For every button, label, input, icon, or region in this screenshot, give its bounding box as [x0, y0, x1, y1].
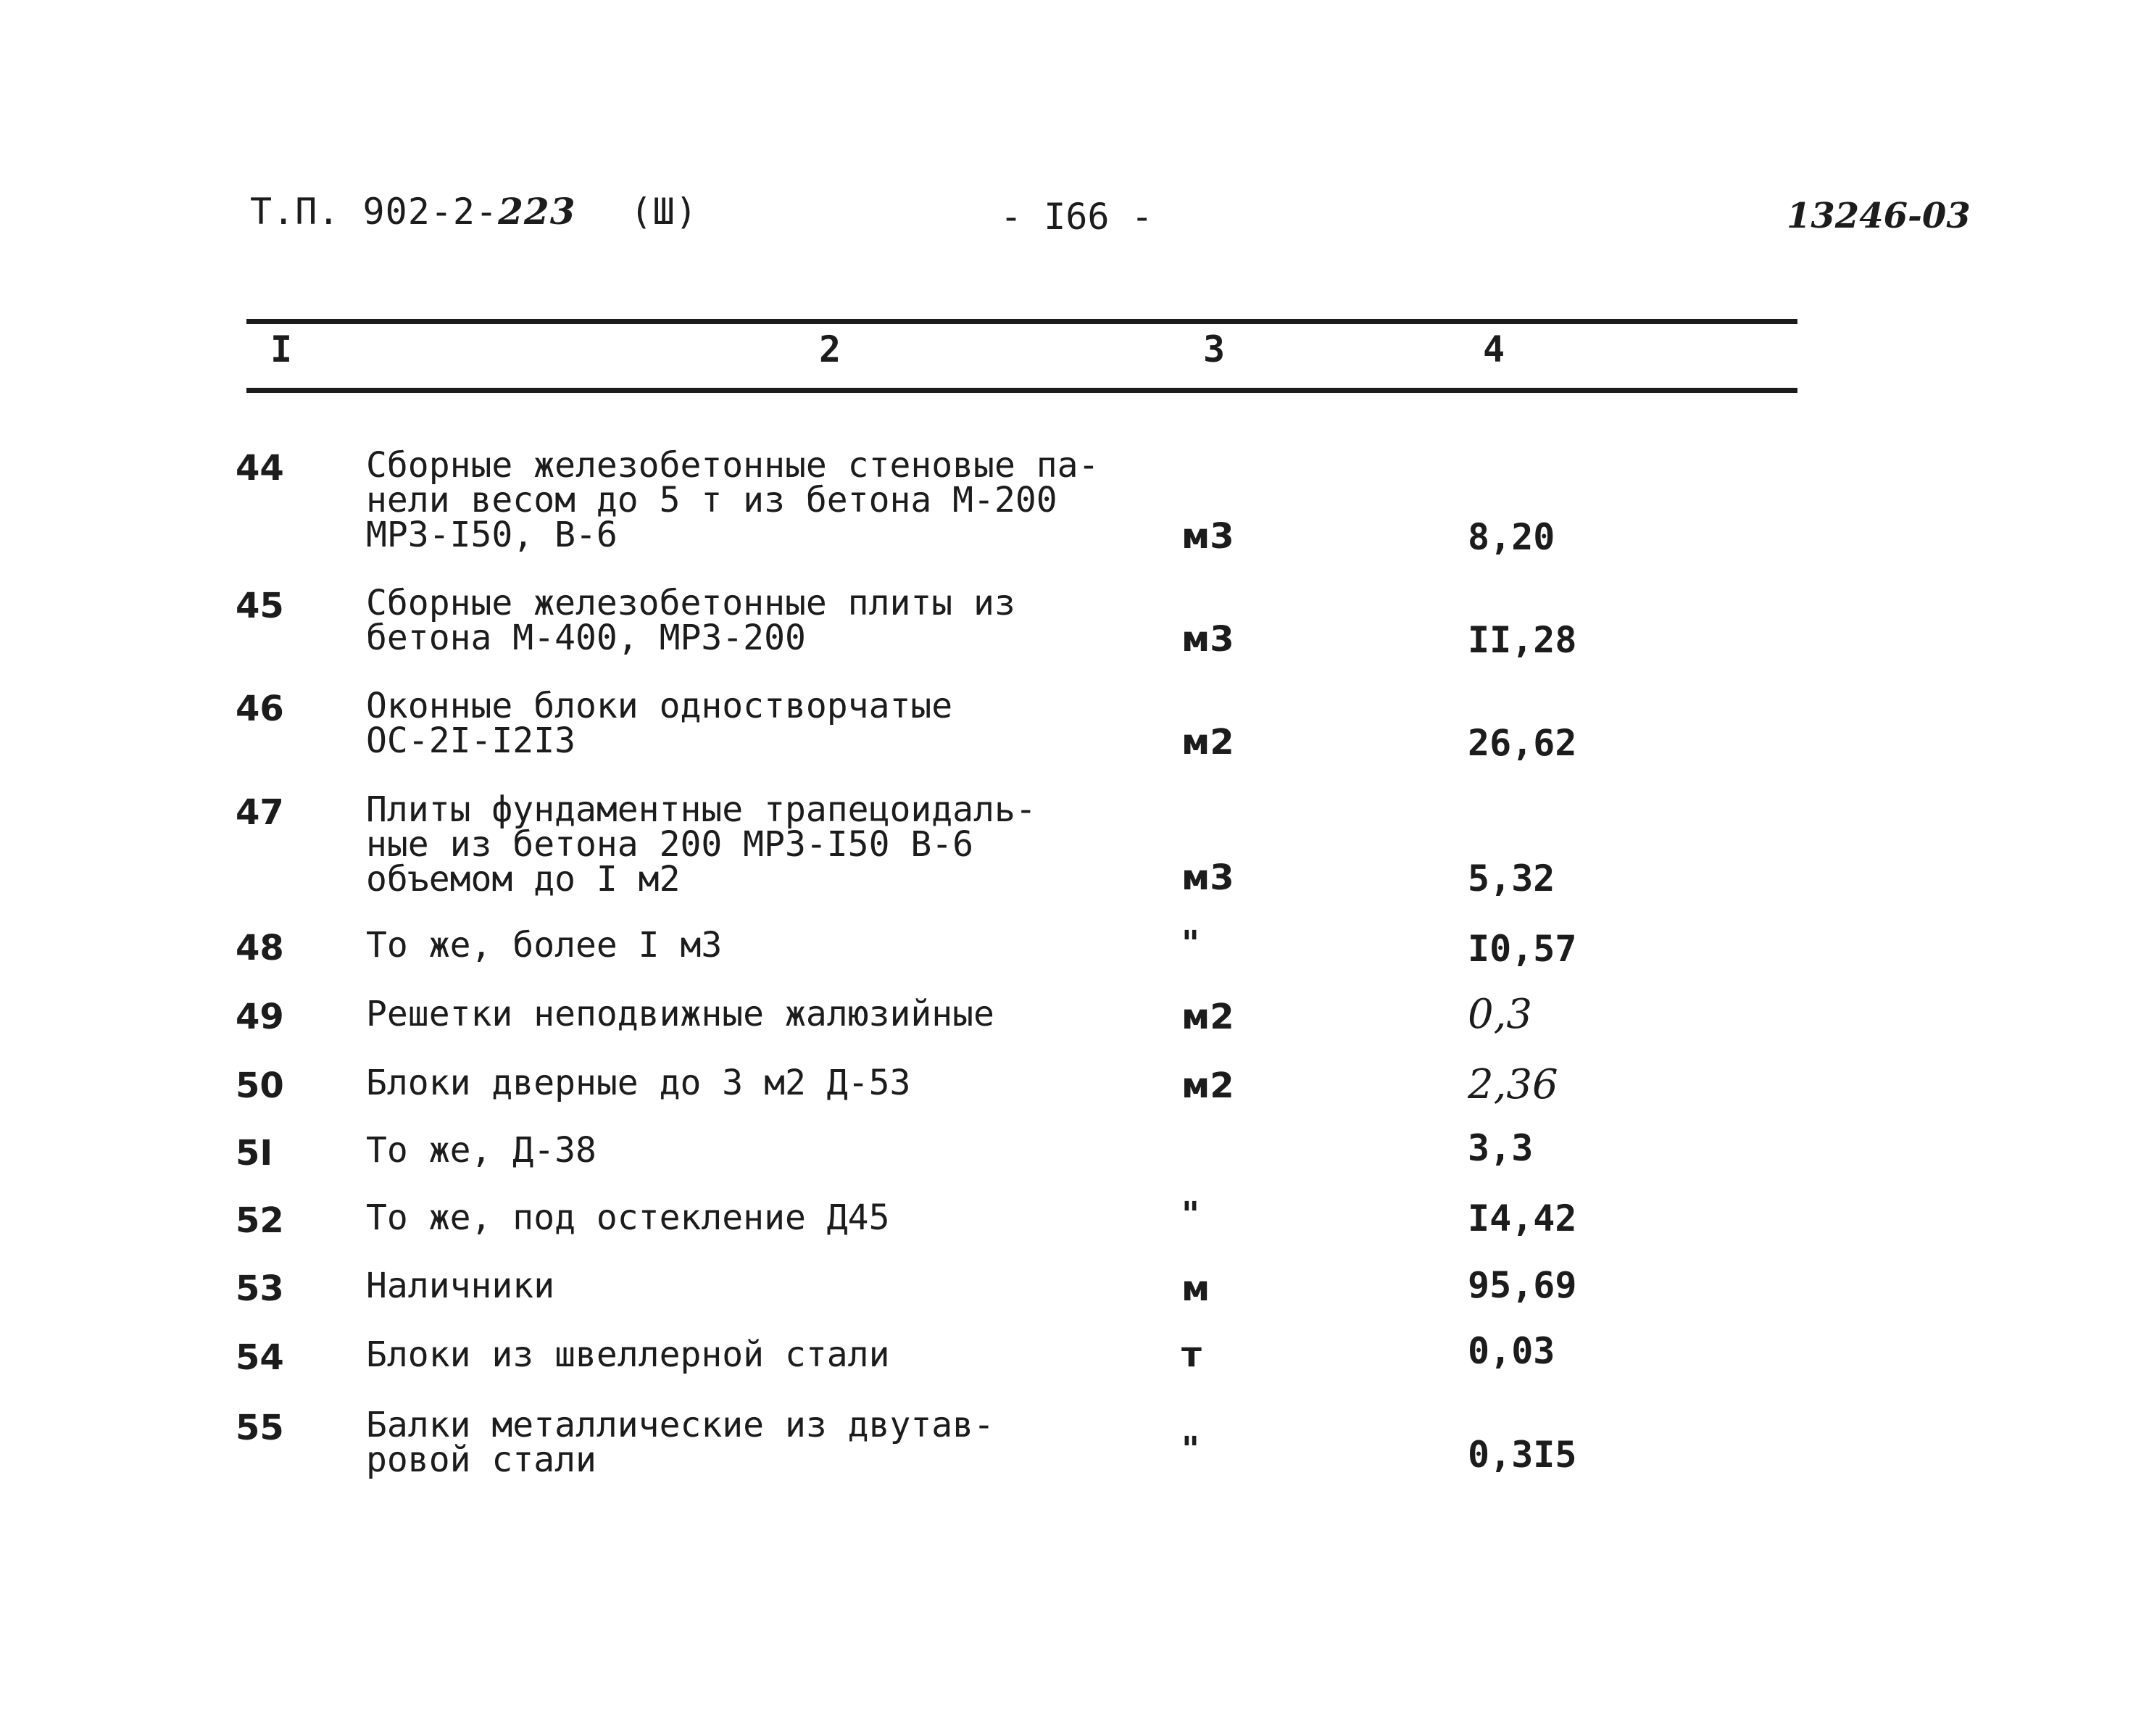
row-value: 5,32 [1468, 857, 1555, 900]
column-header-2: 2 [819, 328, 841, 370]
row-name: Оконные блоки одностворчатые ОС-2I-I2I3 [366, 686, 953, 761]
table-header-bottom-rule [246, 388, 1797, 393]
row-unit: м3 [1181, 516, 1234, 557]
row-number: 52 [236, 1200, 284, 1241]
row-value: 2,36 [1468, 1061, 1558, 1108]
row-name: Блоки из швеллерной стали [366, 1334, 890, 1375]
row-unit: " [1181, 1429, 1200, 1470]
row-number: 46 [236, 689, 284, 729]
row-value: 0,3 [1468, 991, 1533, 1038]
row-unit: м2 [1181, 1066, 1234, 1106]
row-value: 0,03 [1468, 1330, 1555, 1372]
row-name: Сборные железобетонные плиты из бетона М-400, МРЗ-200 [366, 583, 1015, 658]
row-number: 45 [236, 586, 284, 626]
row-value: I0,57 [1468, 928, 1577, 970]
doc-volume: (Ш) [630, 191, 698, 233]
row-name: Плиты фундаментные трапецоидаль- ные из бетона 200 МРЗ-I50 В-6 объемом до I м2 [366, 789, 1036, 900]
row-number: 50 [236, 1066, 284, 1106]
column-header-1: I [270, 328, 293, 370]
row-unit: " [1181, 923, 1200, 964]
row-name: Балки металлические из двутав- ровой стали [366, 1405, 994, 1480]
page-number: - I66 - [1000, 196, 1153, 238]
row-value: I4,42 [1468, 1197, 1577, 1239]
archive-number: 13246-03 [1787, 196, 1971, 236]
row-unit: м [1181, 1268, 1210, 1309]
doc-code-handwritten: 223 [498, 190, 576, 233]
row-name: Наличники [366, 1266, 555, 1306]
row-number: 54 [236, 1337, 284, 1378]
column-header-3: 3 [1203, 328, 1226, 370]
row-number: 48 [236, 928, 284, 968]
row-number: 44 [236, 448, 284, 489]
row-value: 26,62 [1468, 722, 1577, 764]
row-value: 0,3I5 [1468, 1434, 1577, 1476]
row-number: 55 [236, 1408, 284, 1448]
row-value: 3,3 [1468, 1127, 1534, 1169]
row-unit: м2 [1181, 722, 1234, 763]
row-unit: м3 [1181, 619, 1234, 660]
row-value: II,28 [1468, 619, 1577, 661]
row-unit: м3 [1181, 857, 1234, 898]
row-name: То же, Д-38 [366, 1130, 597, 1171]
row-value: 8,20 [1468, 516, 1555, 558]
row-number: 53 [236, 1268, 284, 1309]
row-name: Сборные железобетонные стеновые па- нели весом до 5 т из бетона М-200 МРЗ-I50, В-6 [366, 445, 1100, 555]
row-unit: " [1181, 1195, 1200, 1235]
doc-code [250, 190, 698, 233]
row-name: То же, под остекление Д45 [366, 1197, 890, 1238]
doc-code-prefix: Т.П. 902-2- [250, 191, 499, 233]
column-header-4: 4 [1483, 328, 1505, 370]
row-value: 95,69 [1468, 1264, 1577, 1306]
row-unit: м2 [1181, 997, 1234, 1037]
table-top-rule [246, 319, 1797, 324]
row-name: Блоки дверные до 3 м2 Д-53 [366, 1063, 911, 1103]
row-number: 49 [236, 997, 284, 1037]
row-unit: т [1181, 1334, 1202, 1375]
row-number: 47 [236, 792, 284, 833]
row-name: То же, более I м3 [366, 925, 723, 965]
row-name: Решетки неподвижные жалюзийные [366, 994, 994, 1034]
row-number: 5I [236, 1133, 273, 1174]
